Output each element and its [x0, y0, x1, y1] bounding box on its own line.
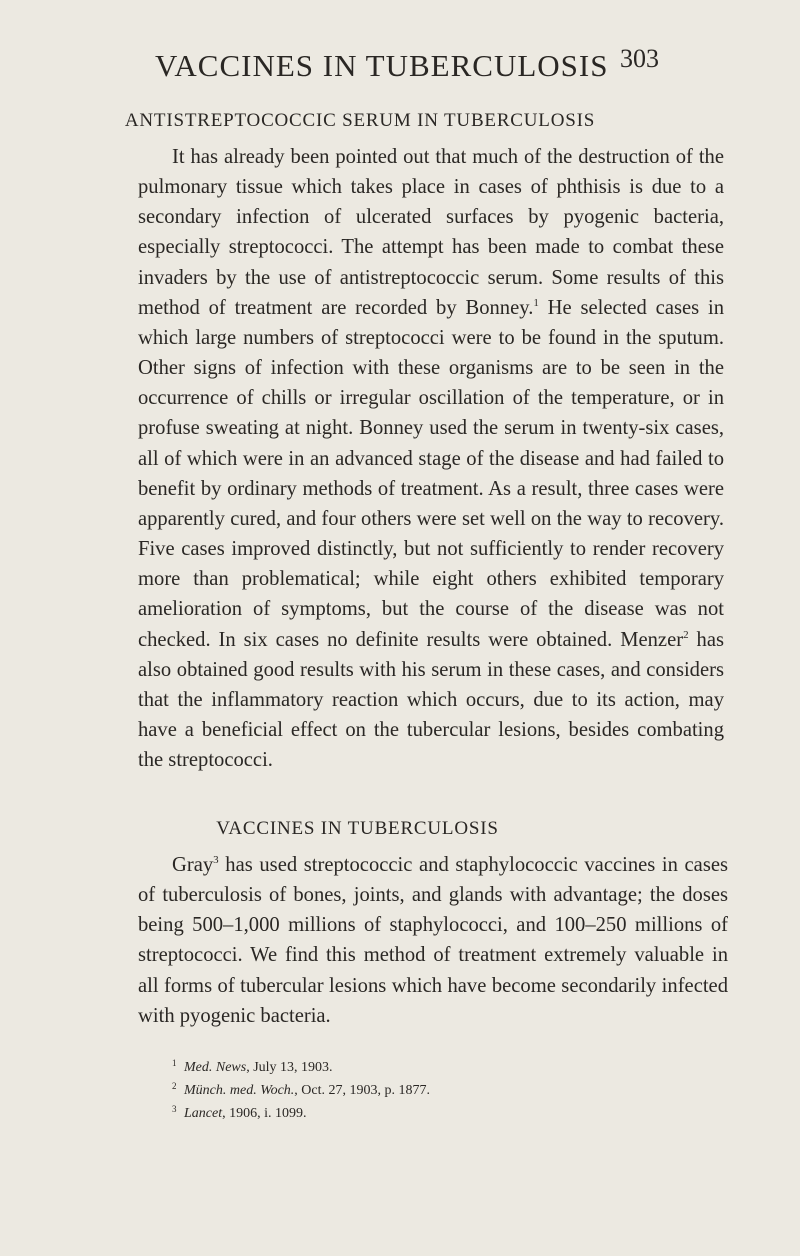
paragraph-vaccines: [138, 850, 728, 1031]
paragraph-text: has used streptococcic and staphylococcic vaccines in cases of tuberculosis of bones, joints, and glands with advantage; the doses being 500–1,000 millions of staphylococci, and 100–250 millions of streptococci. We find this method of treatment extremely valuable in all forms of tubercular lesions which have become secondarily infected with pyogenic bacteria.: [138, 854, 728, 1027]
page-number: 303: [620, 44, 659, 73]
footnote-2: [172, 1077, 430, 1100]
paragraph-text: Gray: [172, 854, 214, 876]
footnote-source: Lancet: [184, 1106, 223, 1121]
footnote-detail: , July 13, 1903.: [246, 1060, 333, 1075]
paragraph-antistreptococcic-serum: [138, 142, 724, 775]
footnote-mark: 3: [172, 1104, 177, 1114]
footnote-ref-2: 2: [683, 628, 689, 641]
footnote-ref-1: 1: [533, 296, 539, 309]
footnote-mark: 2: [172, 1081, 177, 1091]
footnote-1: [172, 1054, 430, 1077]
footnotes: [172, 1054, 430, 1123]
footnote-source: Münch. med. Woch.: [184, 1083, 295, 1098]
footnote-detail: , 1906, i. 1099.: [222, 1106, 307, 1121]
footnote-detail: , Oct. 27, 1903, p. 1877.: [294, 1083, 431, 1098]
paragraph-text: It has already been pointed out that much of the destruction of the pulmonary tissue which takes place in cases of phthisis is due to a secondary infection of ulcerated surfaces by pyogenic bacteria, especially streptococci. The attempt has been made to combat these invaders by the use of antistreptococcic serum. Some results of this method of treatment are recorded by Bonney.: [138, 146, 724, 319]
section-title-antistreptococcic-serum: ANTISTREPTOCOCCIC SERUM IN TUBERCULOSIS: [124, 110, 596, 131]
footnote-mark: 1: [172, 1058, 177, 1068]
paragraph-text: He selected cases in which large numbers of streptococci were to be found in the sputum. Other signs of infection with these organisms are to be seen in the occurrence of chills or irregular oscillation of the temperature, or in profuse sweating at night. Bonney used the serum in twenty-six cases, all of which were in an advanced stage of the disease and had failed to benefit by ordinary methods of treatment. As a result, three cases were apparently cured, and four others were set well on the way to recovery. Five cases improved distinctly, but not sufficiently to render recovery more than problematical; while eight others exhibited temporary amelioration of symptoms, but the course of the disease was not checked. In six cases no definite results were obtained. Menzer: [138, 296, 724, 651]
running-head-title: VACCINES IN TUBERCULOSIS: [155, 48, 609, 83]
footnote-3: [172, 1100, 430, 1123]
paragraph-text: has also obtained good results with his serum in these cases, and considers that the inflammatory reaction which occurs, due to its action, may have a beneficial effect on the tubercular lesions, besides combating the streptococci.: [138, 628, 724, 772]
footnote-source: Med. News: [184, 1060, 247, 1075]
section-title-vaccines: VACCINES IN TUBERCULOSIS: [216, 818, 499, 839]
footnote-ref-3: 3: [213, 854, 219, 866]
